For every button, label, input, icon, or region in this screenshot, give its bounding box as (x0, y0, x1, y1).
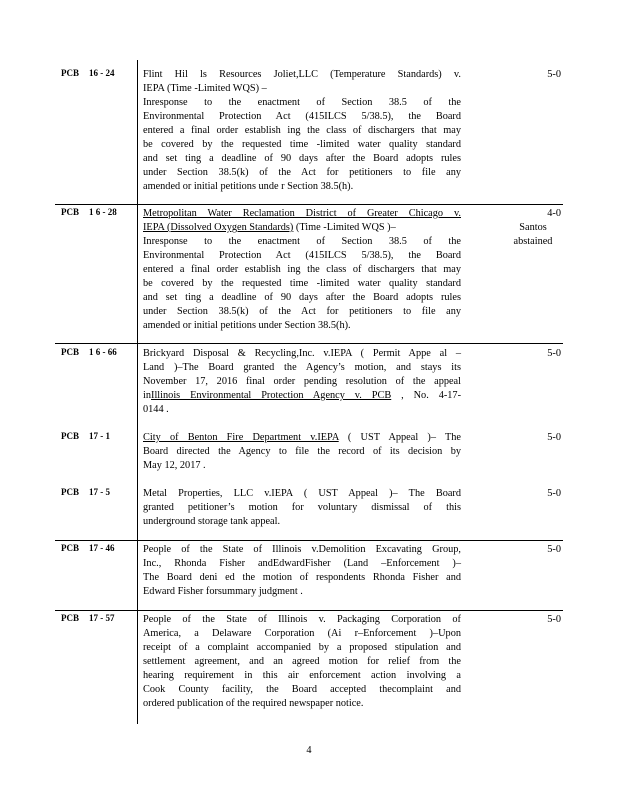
text-line: and set ting a deadline of 90 days after the Board adopts rules (143, 153, 461, 164)
vote-note: Santos (519, 222, 547, 233)
vote-count: 4-0 (547, 208, 561, 219)
docket-number: 16 - 24 (89, 68, 115, 78)
entry-body (143, 207, 461, 333)
text-line: ordered publication of the required newspaper notice. (143, 698, 364, 709)
vote-count: 5-0 (547, 614, 561, 625)
docket-prefix: PCB (61, 68, 79, 78)
vote-tally (481, 347, 561, 361)
text-line: Edward Fisher forsummary judgment . (143, 586, 303, 597)
caption-line: Metropolitan Water Reclamation District of Greater Chicago v. (143, 208, 461, 219)
case-caption: City of Benton Fire Department v.IEPA (143, 432, 339, 443)
vote-tally (481, 543, 561, 557)
text-line: Inc., Rhonda Fisher andEdwardFisher (Land –Enforcement )– (143, 558, 461, 569)
text-line: Inresponse to the enactment of Section 38.5 of the (143, 97, 461, 108)
row-divider (55, 610, 563, 611)
text-line: underground storage tank appeal. (143, 516, 281, 527)
entry-body (143, 543, 461, 599)
vote-tally (481, 613, 561, 627)
text-line: Land )–The Board granted the Agency’s motion, and stays its (143, 362, 461, 373)
docket-number: 17 - 46 (89, 543, 115, 553)
docket-prefix: PCB (61, 613, 79, 623)
text-line: Environmental Protection Act (415ILCS 5/38.5), the Board (143, 111, 461, 122)
text-line: People of the State of Illinois v. Packaging Corporation of (143, 614, 461, 625)
text-line: under Section 38.5(k) of the Act for petitioners to file any (143, 167, 461, 178)
text-line: America, a Delaware Corporation (Ai r–Enforcement )–Upon (143, 628, 461, 639)
text-line: November 17, 2016 final order pending resolution of the appeal (143, 376, 461, 387)
text-line: amended or initial petitions unde r Section 38.5(h). (143, 181, 354, 192)
vote-note: abstained (513, 236, 553, 247)
docket-number: 17 - 1 (89, 431, 110, 441)
text-line: Environmental Protection Act (415ILCS 5/38.5), the Board (143, 250, 461, 261)
text-line: Inresponse to the enactment of Section 38.5 of the (143, 236, 461, 247)
column-divider (137, 60, 138, 724)
text-line: settlement agreement, and an agreed motion for relief from the (143, 656, 461, 667)
row-divider (55, 204, 563, 205)
text-line: entered a final order establish ing the class of dischargers that may (143, 125, 461, 136)
text-line: Cook County facility, the Board accepted thecomplaint and (143, 684, 461, 695)
text-line: The Board deni ed the motion of respondents Rhonda Fisher and (143, 572, 461, 583)
text-line: amended or initial petitions under Section 38.5(h). (143, 320, 351, 331)
vote-tally (481, 68, 561, 82)
caption-line: Flint Hil ls Resources Joliet,LLC (Temperature Standards) v. (143, 69, 461, 80)
case-citation: Illinois Environmental Protection Agency v. PCB (151, 390, 392, 401)
entry-body (143, 347, 461, 417)
vote-count: 5-0 (547, 69, 561, 80)
caption-line (143, 221, 461, 235)
vote-count: 5-0 (547, 432, 561, 443)
text-line: Board directed the Agency to file the record of its decision by (143, 446, 461, 457)
text-line: be covered by the requested time -limited water quality standard (143, 278, 461, 289)
docket-prefix: PCB (61, 207, 79, 217)
caption-tail: (Time -Limited WQS )– (293, 222, 396, 233)
text-line: entered a final order establish ing the class of dischargers that may (143, 264, 461, 275)
entry-body (143, 431, 461, 473)
text-line (143, 431, 461, 445)
docket-prefix: PCB (61, 543, 79, 553)
docket-number: 17 - 57 (89, 613, 115, 623)
text-line: under Section 38.5(k) of the Act for petitioners to file any (143, 306, 461, 317)
text-line: 0144 . (143, 404, 169, 415)
text-line: Brickyard Disposal & Recycling,Inc. v.IEPA ( Permit Appe al – (143, 348, 461, 359)
text-fragment: in (143, 390, 152, 401)
vote-tally (481, 487, 561, 501)
caption-underlined: IEPA (Dissolved Oxygen Standards) (143, 222, 294, 233)
page-number: 4 (306, 745, 312, 756)
text-line: receipt of a complaint accompanied by a proposed stipulation and (143, 642, 461, 653)
vote-tally (481, 207, 561, 249)
row-divider (55, 540, 563, 541)
text-line: Metal Properties, LLC v.IEPA ( UST Appeal )– The Board (143, 488, 461, 499)
vote-count: 5-0 (547, 544, 561, 555)
docket-prefix: PCB (61, 487, 79, 497)
text-line: People of the State of Illinois v.Demolition Excavating Group, (143, 544, 461, 555)
vote-count: 5-0 (547, 348, 561, 359)
vote-count: 5-0 (547, 488, 561, 499)
text-line: May 12, 2017 . (143, 460, 206, 471)
docket-number: 17 - 5 (89, 487, 110, 497)
text-fragment: , No. 4-17- (391, 390, 461, 401)
text-line: be covered by the requested time -limited water quality standard (143, 139, 461, 150)
docket-number: 1 6 - 66 (89, 347, 117, 357)
docket-prefix: PCB (61, 431, 79, 441)
vote-tally (481, 431, 561, 445)
text-line: granted petitioner’s motion for voluntary dismissal of this (143, 502, 461, 513)
text-fragment: ( UST Appeal )– The (338, 432, 461, 443)
text-line (143, 389, 461, 403)
docket-prefix: PCB (61, 347, 79, 357)
text-line: and set ting a deadline of 90 days after the Board adopts rules (143, 292, 461, 303)
entry-body (143, 68, 461, 194)
entry-body (143, 613, 461, 711)
caption-line: IEPA (Time -Limited WQS) – (143, 83, 267, 94)
row-divider (55, 343, 563, 344)
entry-body (143, 487, 461, 529)
text-line: hearing requirement in this air enforcement action involving a (143, 670, 461, 681)
docket-number: 1 6 - 28 (89, 207, 117, 217)
